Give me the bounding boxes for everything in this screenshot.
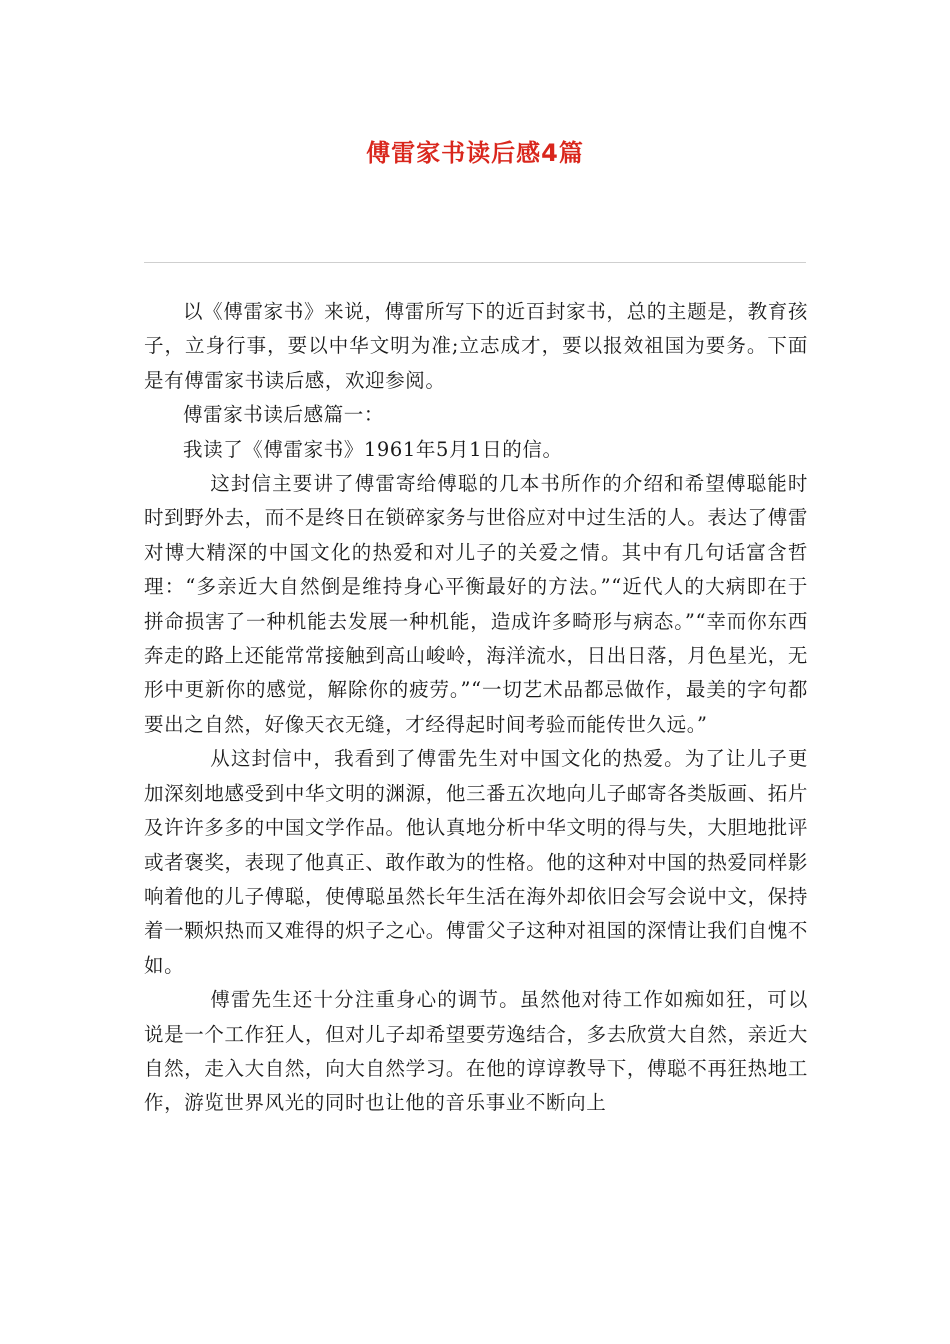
paragraph-body-mind-balance: 傅雷先生还十分注重身心的调节。虽然他对待工作如痴如狂，可以说是一个工作狂人，但对儿子却希望要劳逸结合，多去欣赏大自然，亲近大自然，走入大自然，向大自然学习。在他的谆谆教导下，傅聪不再狂热地工作，游览世界风光的同时也让他的音乐事业不断向上 xyxy=(144,988,808,1115)
paragraph-letter-date: 我读了《傅雷家书》1961年5月1日的信。 xyxy=(183,437,563,461)
title-divider xyxy=(144,262,806,263)
paragraph-section-heading: 傅雷家书读后感篇一： xyxy=(183,403,385,427)
paragraph-letter-summary: 这封信主要讲了傅雷寄给傅聪的几本书所作的介绍和希望傅聪能时时到野外去，而不是终日在锁碎家务与世俗应对中过生活的人。表达了傅雷对博大精深的中国文化的热爱和对儿子的关爱之情。其中有几句话富含哲理：“多亲近大自然倒是维持身心平衡最好的方法。”“近代人的大病即在于拼命损害了一种机能去发展一种机能，造成许多畸形与病态。”“幸而你东西奔走的路上还能常常接触到高山峻岭，海洋流水，日出日落，月色星光，无形中更新你的感觉，解除你的疲劳。”“一切艺术品都忌做作，最美的字句都要出之自然，好像天衣无缝，才经得起时间考验而能传世久远。” xyxy=(144,472,808,736)
document-body xyxy=(144,295,808,1121)
document-title: 傅雷家书读后感4篇 xyxy=(366,139,584,167)
paragraph-intro: 以《傅雷家书》来说，傅雷所写下的近百封家书，总的主题是，教育孩子，立身行事，要以中华文明为准;立志成才，要以报效祖国为要务。下面是有傅雷家书读后感，欢迎参阅。 xyxy=(144,300,808,392)
paragraph-culture-love: 从这封信中，我看到了傅雷先生对中国文化的热爱。为了让儿子更加深刻地感受到中华文明的渊源，他三番五次地向儿子邮寄各类版画、拓片及许许多多的中国文学作品。他认真地分析中华文明的得与失，大胆地批评或者褒奖，表现了他真正、敢作敢为的性格。他的这种对中国的热爱同样影响着他的儿子傅聪，使傅聪虽然长年生活在海外却依旧会写会说中文，保持着一颗炽热而又难得的炽子之心。傅雷父子这种对祖国的深情让我们自愧不如。 xyxy=(144,747,808,977)
